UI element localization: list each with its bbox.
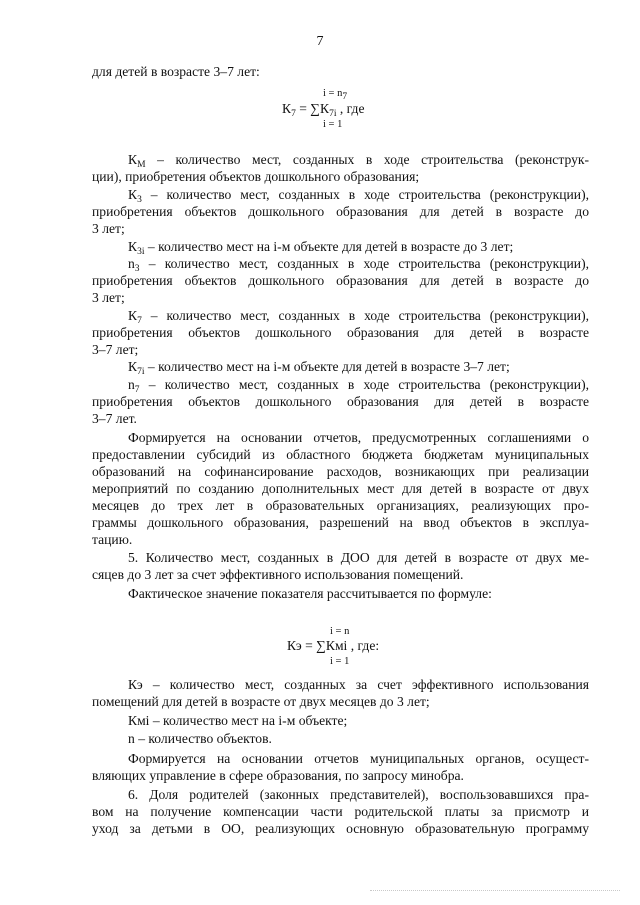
def-km-line2: ции), приобретения объектов дошкольного образования; <box>92 169 420 184</box>
basis1-line: мероприятий по созданию дополнительных мест для детей в возрасте от двух <box>92 481 589 496</box>
def2-line: помещений для детей в возрасте от двух месяцев до 3 лет; <box>92 694 430 709</box>
item5-line: 5. Количество мест, созданных в ДОО для детей в возрасте от двух ме- <box>128 550 589 565</box>
def-k7-line2: приобретения объектов дошкольного образования для детей в возрасте <box>92 325 589 340</box>
basis1-line: образований на софинансирование расходов, возникающих при реализации <box>92 464 589 479</box>
def-k3i-line1: $К_{3i}$ – количество мест на i-м объекте для детей в возрасте до 3 лет; <box>128 239 514 257</box>
item6-line: 6. Доля родителей (законных представителей), воспользовавшихся пра- <box>128 787 589 802</box>
def-n7-line3: 3–7 лет. <box>92 411 137 426</box>
intro-line: для детей в возрасте 3–7 лет: <box>92 64 260 79</box>
page-number: 7 <box>316 34 324 49</box>
def-n3-line2: приобретения объектов дошкольного образования для детей в возрасте до <box>92 273 589 288</box>
def-k3-line2: приобретения объектов дошкольного образования для детей в возрасте до <box>92 204 589 219</box>
formula-ke-upper-limit: i = n <box>330 626 350 637</box>
def-k7-line3: 3–7 лет; <box>92 342 139 357</box>
item6-line: уход за детьми в ОО, реализующих основную образовательную программу <box>92 821 589 836</box>
def-n3-line3: 3 лет; <box>92 290 125 305</box>
formula-ke-expression: Кэ = ∑Кмi , где: <box>287 638 380 653</box>
formula-k7-upper-limit: i = n7 <box>323 88 348 102</box>
item6-line: вом на получение компенсации части родительской платы за присмотр и <box>92 804 589 819</box>
def-k3-line3: 3 лет; <box>92 221 125 236</box>
formula-k7-lower-limit: i = 1 <box>323 119 343 130</box>
basis1-line: тацию. <box>92 532 133 547</box>
basis1-line: месяцев до трех лет в образовательных организациях, реализующих про- <box>92 498 589 513</box>
def-k3-line1: $К_3$ – количество мест, созданных в ходе строительства (реконструкции), <box>128 187 589 205</box>
formula-k7-expression: $К_7 = \sum К_{7i}$ , где <box>282 101 365 119</box>
item5-line: сяцев до 3 лет за счет эффективного использования помещений. <box>92 567 464 582</box>
basis1-line: предоставлении субсидий из областного бюджета бюджетам муниципальных <box>92 447 589 462</box>
fact-value-line: Фактическое значение показателя рассчитывается по формуле: <box>128 586 492 601</box>
def-k7i-line1: $К_{7i}$ – количество мест на i-м объекте для детей в возрасте 3–7 лет; <box>128 359 510 377</box>
def2-line: Кэ – количество мест, созданных за счет эффективного использования <box>128 677 589 692</box>
def-km-line1: $К_М$ – количество мест, созданных в ходе строительства (реконструк- <box>128 152 589 170</box>
scan-artifact-line <box>370 890 620 892</box>
basis1-line: граммы дошкольного образования, разрешений на ввод объектов в эксплуа- <box>92 515 589 530</box>
def2-line: Кмi – количество мест на i-м объекте; <box>128 713 348 728</box>
basis2-line: Формируется на основании отчетов муниципальных органов, осущест- <box>128 751 589 766</box>
def-n7-line1: $n_7$ – количество мест, созданных в ходе строительства (реконструкции), <box>128 377 589 395</box>
def-k7-line1: $К_7$ – количество мест, созданных в ходе строительства (реконструкции), <box>128 308 589 326</box>
def2-line: n – количество объектов. <box>128 731 272 746</box>
formula-ke-lower-limit: i = 1 <box>330 656 350 667</box>
def-n7-line2: приобретения объектов дошкольного образования для детей в возрасте <box>92 394 589 409</box>
basis2-line: вляющих управление в сфере образования, по запросу минобра. <box>92 768 464 783</box>
basis1-line: Формируется на основании отчетов, предусмотренных соглашениями о <box>128 430 589 445</box>
def-n3-line1: $n_3$ – количество мест, созданных в ходе строительства (реконструкции), <box>128 256 589 274</box>
